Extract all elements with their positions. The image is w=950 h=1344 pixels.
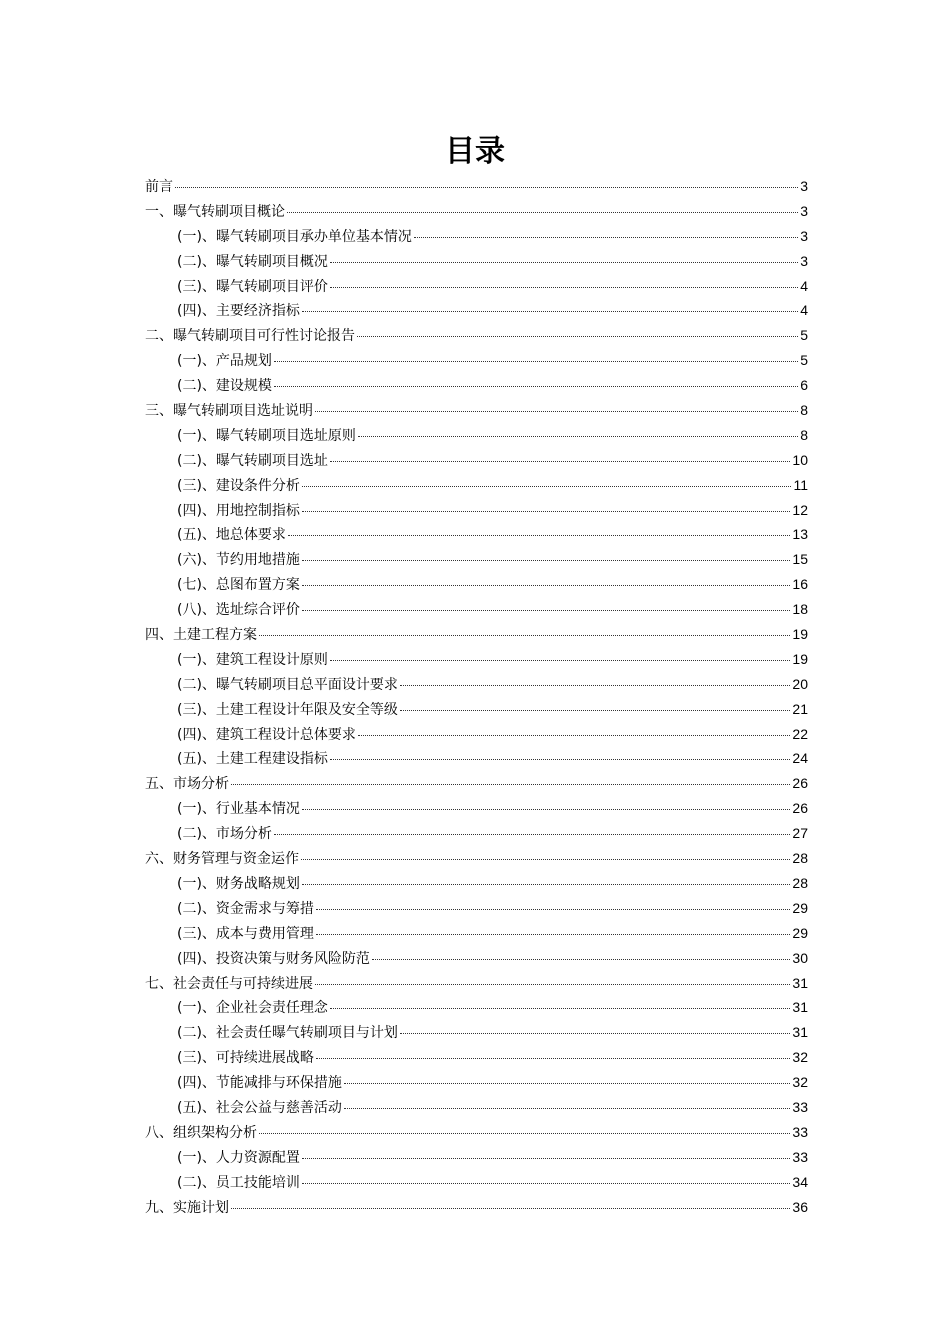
dot-leader (302, 1144, 790, 1159)
toc-page-number: 6 (800, 377, 808, 394)
toc-entry[interactable] (145, 498, 808, 523)
dot-leader (274, 372, 798, 387)
toc-entry-text: 前言 (145, 179, 173, 195)
toc-entry[interactable] (145, 373, 808, 398)
toc-entry[interactable] (145, 398, 808, 423)
toc-entry[interactable] (145, 846, 808, 871)
toc-title: 目录 (445, 134, 505, 169)
toc-entry-text: 五、市场分析 (145, 776, 229, 793)
toc-entry[interactable] (145, 1070, 808, 1095)
dot-leader (330, 248, 798, 263)
dot-leader (330, 447, 790, 462)
toc-page-number: 3 (800, 252, 808, 269)
toc-entry[interactable] (145, 946, 808, 971)
toc-entry[interactable] (145, 522, 808, 547)
toc-entry-text: (五)、土建工程建设指标 (177, 751, 328, 768)
toc-entry[interactable] (145, 547, 808, 572)
toc-page-number: 36 (792, 1198, 808, 1215)
dot-leader (302, 596, 790, 611)
toc-page-number: 11 (793, 476, 808, 493)
toc-entry[interactable] (145, 1145, 808, 1170)
toc-entry[interactable] (145, 249, 808, 274)
toc-page-number: 30 (792, 949, 808, 966)
toc-entry-text: (二)、曝气转刷项目概况 (177, 253, 328, 270)
toc-entry-text: 七、社会责任与可持续进展 (145, 975, 313, 992)
toc-entry-text: (三)、建设条件分析 (177, 477, 300, 494)
toc-page-number: 31 (792, 999, 808, 1016)
toc-entry-text: (一)、财务战略规划 (177, 875, 300, 892)
dot-leader (316, 920, 790, 935)
dot-leader (344, 1094, 790, 1109)
toc-entry[interactable] (145, 473, 808, 498)
toc-entry-text: (四)、用地控制指标 (177, 502, 300, 519)
toc-entry-text: (五)、地总体要求 (177, 527, 286, 544)
toc-entry[interactable] (145, 995, 808, 1020)
toc-page-number: 15 (792, 551, 808, 568)
toc-entry-text: (三)、可持续进展战略 (177, 1050, 314, 1067)
toc-entry-text: (七)、总图布置方案 (177, 577, 300, 594)
toc-entry-text: (二)、建设规模 (177, 378, 272, 395)
toc-page-number: 18 (792, 601, 808, 618)
toc-page-number: 19 (792, 626, 808, 643)
dot-leader (287, 198, 798, 213)
toc-entry-text: (一)、曝气转刷项目承办单位基本情况 (177, 228, 412, 245)
dot-leader (231, 770, 790, 785)
toc-entry[interactable] (145, 771, 808, 796)
toc-entry[interactable] (145, 597, 808, 622)
toc-entry-text: (八)、选址综合评价 (177, 602, 300, 619)
toc-entry-text: (四)、投资决策与财务风险防范 (177, 950, 370, 967)
toc-page-number: 3 (800, 227, 808, 244)
toc-page-number: 16 (792, 576, 808, 593)
toc-page-number: 33 (792, 1123, 808, 1140)
toc-page-number: 32 (792, 1049, 808, 1066)
toc-entry-text: (三)、成本与费用管理 (177, 925, 314, 942)
toc-entry[interactable] (145, 921, 808, 946)
toc-page-number: 10 (792, 451, 808, 468)
dot-leader (259, 1119, 790, 1134)
toc-entry[interactable] (145, 224, 808, 249)
dot-leader (302, 571, 790, 586)
toc-entry[interactable] (145, 796, 808, 821)
table-of-contents (145, 174, 808, 1219)
toc-entry-text: (一)、行业基本情况 (177, 801, 300, 818)
dot-leader (274, 347, 798, 362)
dot-leader (175, 173, 798, 188)
dot-leader (231, 1194, 790, 1209)
toc-page-number: 29 (792, 899, 808, 916)
toc-entry-text: 九、实施计划 (145, 1199, 229, 1216)
dot-leader (330, 646, 790, 661)
toc-page-number: 4 (800, 277, 808, 294)
toc-page-number: 13 (792, 526, 808, 543)
toc-page-number: 28 (792, 874, 808, 891)
toc-page-number: 3 (800, 178, 808, 194)
toc-entry[interactable] (145, 298, 808, 323)
toc-page-number: 3 (800, 202, 808, 219)
toc-entry[interactable] (145, 199, 808, 224)
toc-entry-text: 二、曝气转刷项目可行性讨论报告 (145, 328, 355, 345)
toc-page-number: 24 (792, 750, 808, 767)
toc-entry-text: (三)、土建工程设计年限及安全等级 (177, 701, 398, 718)
toc-entry[interactable] (145, 1020, 808, 1045)
dot-leader (315, 397, 798, 412)
toc-page-number: 8 (800, 426, 808, 443)
dot-leader (316, 895, 790, 910)
toc-page-number: 27 (792, 825, 808, 842)
toc-entry-text: (五)、社会公益与慈善活动 (177, 1099, 342, 1116)
toc-entry-text: (二)、社会责任曝气转刷项目与计划 (177, 1025, 398, 1042)
dot-leader (330, 994, 790, 1009)
toc-entry[interactable] (145, 274, 808, 299)
toc-page-number: 20 (792, 675, 808, 692)
toc-entry[interactable] (145, 1045, 808, 1070)
dot-leader (400, 1019, 790, 1034)
dot-leader (288, 521, 790, 536)
toc-page-number: 12 (792, 501, 808, 518)
dot-leader (302, 795, 790, 810)
toc-page-number: 21 (792, 700, 808, 717)
toc-entry-text: (四)、主要经济指标 (177, 303, 300, 320)
toc-entry-text: (一)、曝气转刷项目选址原则 (177, 427, 356, 444)
toc-entry[interactable] (145, 323, 808, 348)
toc-entry[interactable] (145, 1170, 808, 1195)
dot-leader (301, 845, 790, 860)
toc-entry[interactable] (145, 821, 808, 846)
dot-leader (344, 1069, 790, 1084)
toc-page-number: 33 (792, 1098, 808, 1115)
toc-entry[interactable] (145, 1195, 808, 1220)
dot-leader (357, 322, 798, 337)
toc-page-number: 29 (792, 924, 808, 941)
toc-entry-text: (一)、人力资源配置 (177, 1149, 300, 1166)
toc-page-number: 26 (792, 800, 808, 817)
toc-entry-text: (二)、曝气转刷项目总平面设计要求 (177, 676, 398, 693)
toc-entry-text: (六)、节约用地措施 (177, 552, 300, 569)
toc-entry-text: 一、曝气转刷项目概论 (145, 203, 285, 220)
dot-leader (400, 696, 790, 711)
toc-entry[interactable] (145, 348, 808, 373)
dot-leader (358, 422, 798, 437)
dot-leader (330, 745, 790, 760)
toc-entry-text: (一)、企业社会责任理念 (177, 1000, 328, 1017)
toc-entry[interactable] (145, 971, 808, 996)
toc-entry-text: 四、土建工程方案 (145, 627, 257, 644)
dot-leader (302, 472, 792, 487)
dot-leader (302, 870, 790, 885)
toc-entry[interactable] (145, 174, 808, 199)
toc-entry[interactable] (145, 722, 808, 747)
toc-entry[interactable] (145, 871, 808, 896)
dot-leader (414, 223, 798, 238)
dot-leader (316, 1044, 790, 1059)
toc-page-number: 22 (792, 725, 808, 742)
toc-page-number: 34 (792, 1173, 808, 1190)
dot-leader (302, 297, 798, 312)
dot-leader (372, 945, 790, 960)
dot-leader (274, 820, 790, 835)
dot-leader (330, 273, 798, 288)
toc-entry[interactable] (145, 572, 808, 597)
toc-entry-text: (四)、建筑工程设计总体要求 (177, 726, 356, 743)
dot-leader (302, 1169, 790, 1184)
dot-leader (315, 970, 790, 985)
toc-entry-text: (一)、建筑工程设计原则 (177, 651, 328, 668)
toc-page-number: 32 (792, 1074, 808, 1091)
toc-entry[interactable] (145, 423, 808, 448)
dot-leader (259, 621, 790, 636)
toc-entry[interactable] (145, 647, 808, 672)
toc-entry[interactable] (145, 1120, 808, 1145)
toc-entry[interactable] (145, 448, 808, 473)
toc-entry-text: (二)、市场分析 (177, 826, 272, 843)
dot-leader (358, 721, 790, 736)
toc-entry[interactable] (145, 1095, 808, 1120)
toc-entry-text: (二)、资金需求与筹措 (177, 900, 314, 917)
toc-page-number: 5 (800, 327, 808, 344)
toc-entry-text: 八、组织架构分析 (145, 1124, 257, 1141)
toc-page-number: 33 (792, 1148, 808, 1165)
toc-entry[interactable] (145, 622, 808, 647)
toc-page-number: 28 (792, 850, 808, 867)
toc-page-number: 31 (792, 1024, 808, 1041)
toc-page-number: 8 (800, 402, 808, 419)
toc-page-number: 4 (800, 302, 808, 319)
toc-entry[interactable] (145, 697, 808, 722)
toc-page-number: 31 (792, 974, 808, 991)
toc-entry-text: (四)、节能减排与环保措施 (177, 1075, 342, 1092)
toc-entry-text: (三)、曝气转刷项目评价 (177, 278, 328, 295)
toc-entry[interactable] (145, 896, 808, 921)
toc-entry-text: 六、财务管理与资金运作 (145, 851, 299, 868)
toc-entry-text: (二)、员工技能培训 (177, 1174, 300, 1191)
toc-entry[interactable] (145, 746, 808, 771)
dot-leader (400, 671, 790, 686)
toc-entry-text: 三、曝气转刷项目选址说明 (145, 403, 313, 420)
toc-entry[interactable] (145, 672, 808, 697)
toc-page-number: 5 (800, 352, 808, 369)
toc-page-number: 19 (792, 650, 808, 667)
toc-entry-text: (二)、曝气转刷项目选址 (177, 452, 328, 469)
toc-entry-text: (一)、产品规划 (177, 353, 272, 370)
dot-leader (302, 546, 790, 561)
toc-page-number: 26 (792, 775, 808, 792)
dot-leader (302, 497, 790, 512)
